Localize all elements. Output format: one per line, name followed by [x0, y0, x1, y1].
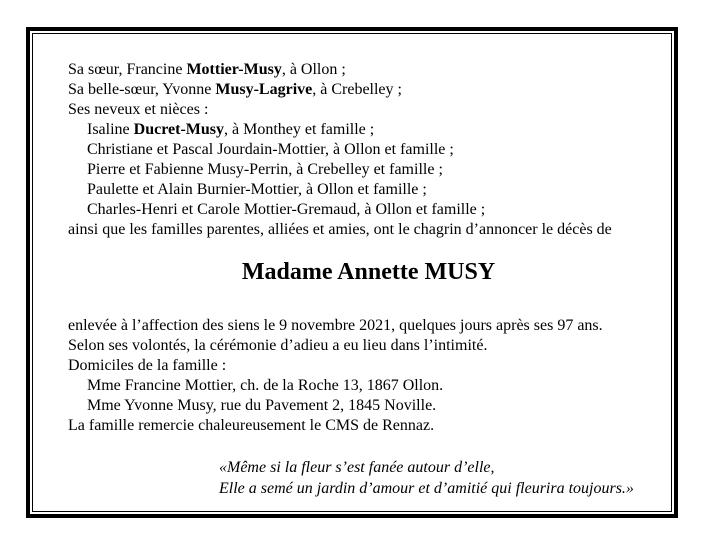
text-segment: Pierre et Fabienne Musy-Perrin, à Crebelley et famille ;: [87, 161, 443, 178]
funeral-details-block-line-3: [68, 356, 603, 376]
bold-family-name: Ducret-Musy: [133, 121, 225, 138]
text-segment: Ses neveux et nièces :: [68, 101, 209, 118]
funeral-details-block-line-4: [68, 376, 603, 396]
epitaph-line-1: «Même si la fleur s’est fanée autour d’elle,: [219, 459, 495, 476]
family-announcement-block-line-8: [68, 200, 612, 220]
family-announcement-block-line-5: [68, 140, 612, 160]
text-segment: enlevée à l’affection des siens le 9 novembre 2021, quelques jours après ses 97 ans.: [68, 317, 603, 334]
text-segment: Christiane et Pascal Jourdain-Mottier, à Ollon et famille ;: [87, 141, 454, 158]
family-announcement-block-line-1: [68, 60, 612, 80]
family-announcement-block-line-2: [68, 80, 612, 100]
epitaph-line-2: Elle a semé un jardin d’amour et d’amitié qui fleurira toujours.»: [219, 480, 634, 497]
text-segment: Mme Francine Mottier, ch. de la Roche 13, 1867 Ollon.: [87, 377, 444, 394]
text-segment: Sa belle-sœur, Yvonne: [68, 81, 216, 98]
text-segment: Selon ses volontés, la cérémonie d’adieu a eu lieu dans l’intimité.: [68, 337, 488, 354]
text-segment: Charles-Henri et Carole Mottier-Gremaud, à Ollon et famille ;: [87, 201, 486, 218]
text-segment: Mme Yvonne Musy, rue du Pavement 2, 1845 Noville.: [87, 397, 437, 414]
text-segment: Domiciles de la famille :: [68, 357, 227, 374]
text-segment: Isaline: [87, 121, 134, 138]
family-announcement-block-line-4: [68, 120, 612, 140]
text-segment: , à Crebelley ;: [312, 81, 402, 98]
funeral-details-block-line-5: [68, 396, 603, 416]
family-announcement-block-line-7: [68, 180, 612, 200]
text-segment: Sa sœur, Francine: [68, 61, 187, 78]
epitaph-quote: [219, 457, 634, 499]
text-segment: , à Monthey et famille ;: [224, 121, 375, 138]
funeral-details-block-line-1: [68, 316, 603, 336]
funeral-details-block-line-6: [68, 416, 603, 436]
funeral-details-block: [68, 316, 603, 436]
text-segment: La famille remercie chaleureusement le CMS de Rennaz.: [68, 417, 435, 434]
notice-border-frame: [26, 27, 678, 518]
text-segment: , à Ollon ;: [281, 61, 346, 78]
text-segment: Paulette et Alain Burnier-Mottier, à Ollon et famille ;: [87, 181, 427, 198]
bold-family-name: Mottier-Musy: [186, 61, 282, 78]
family-announcement-block-line-6: [68, 160, 612, 180]
family-announcement-block-line-9: [68, 220, 612, 240]
text-segment: ainsi que les familles parentes, alliées et amies, ont le chagrin d’annoncer le décès de: [68, 221, 612, 238]
notice-inner-border: [32, 33, 672, 512]
bold-family-name: Musy-Lagrive: [215, 81, 313, 98]
deceased-name-title: Madame Annette MUSY: [241, 259, 496, 285]
family-announcement-block: [68, 60, 612, 240]
family-announcement-block-line-3: [68, 100, 612, 120]
funeral-details-block-line-2: [68, 336, 603, 356]
